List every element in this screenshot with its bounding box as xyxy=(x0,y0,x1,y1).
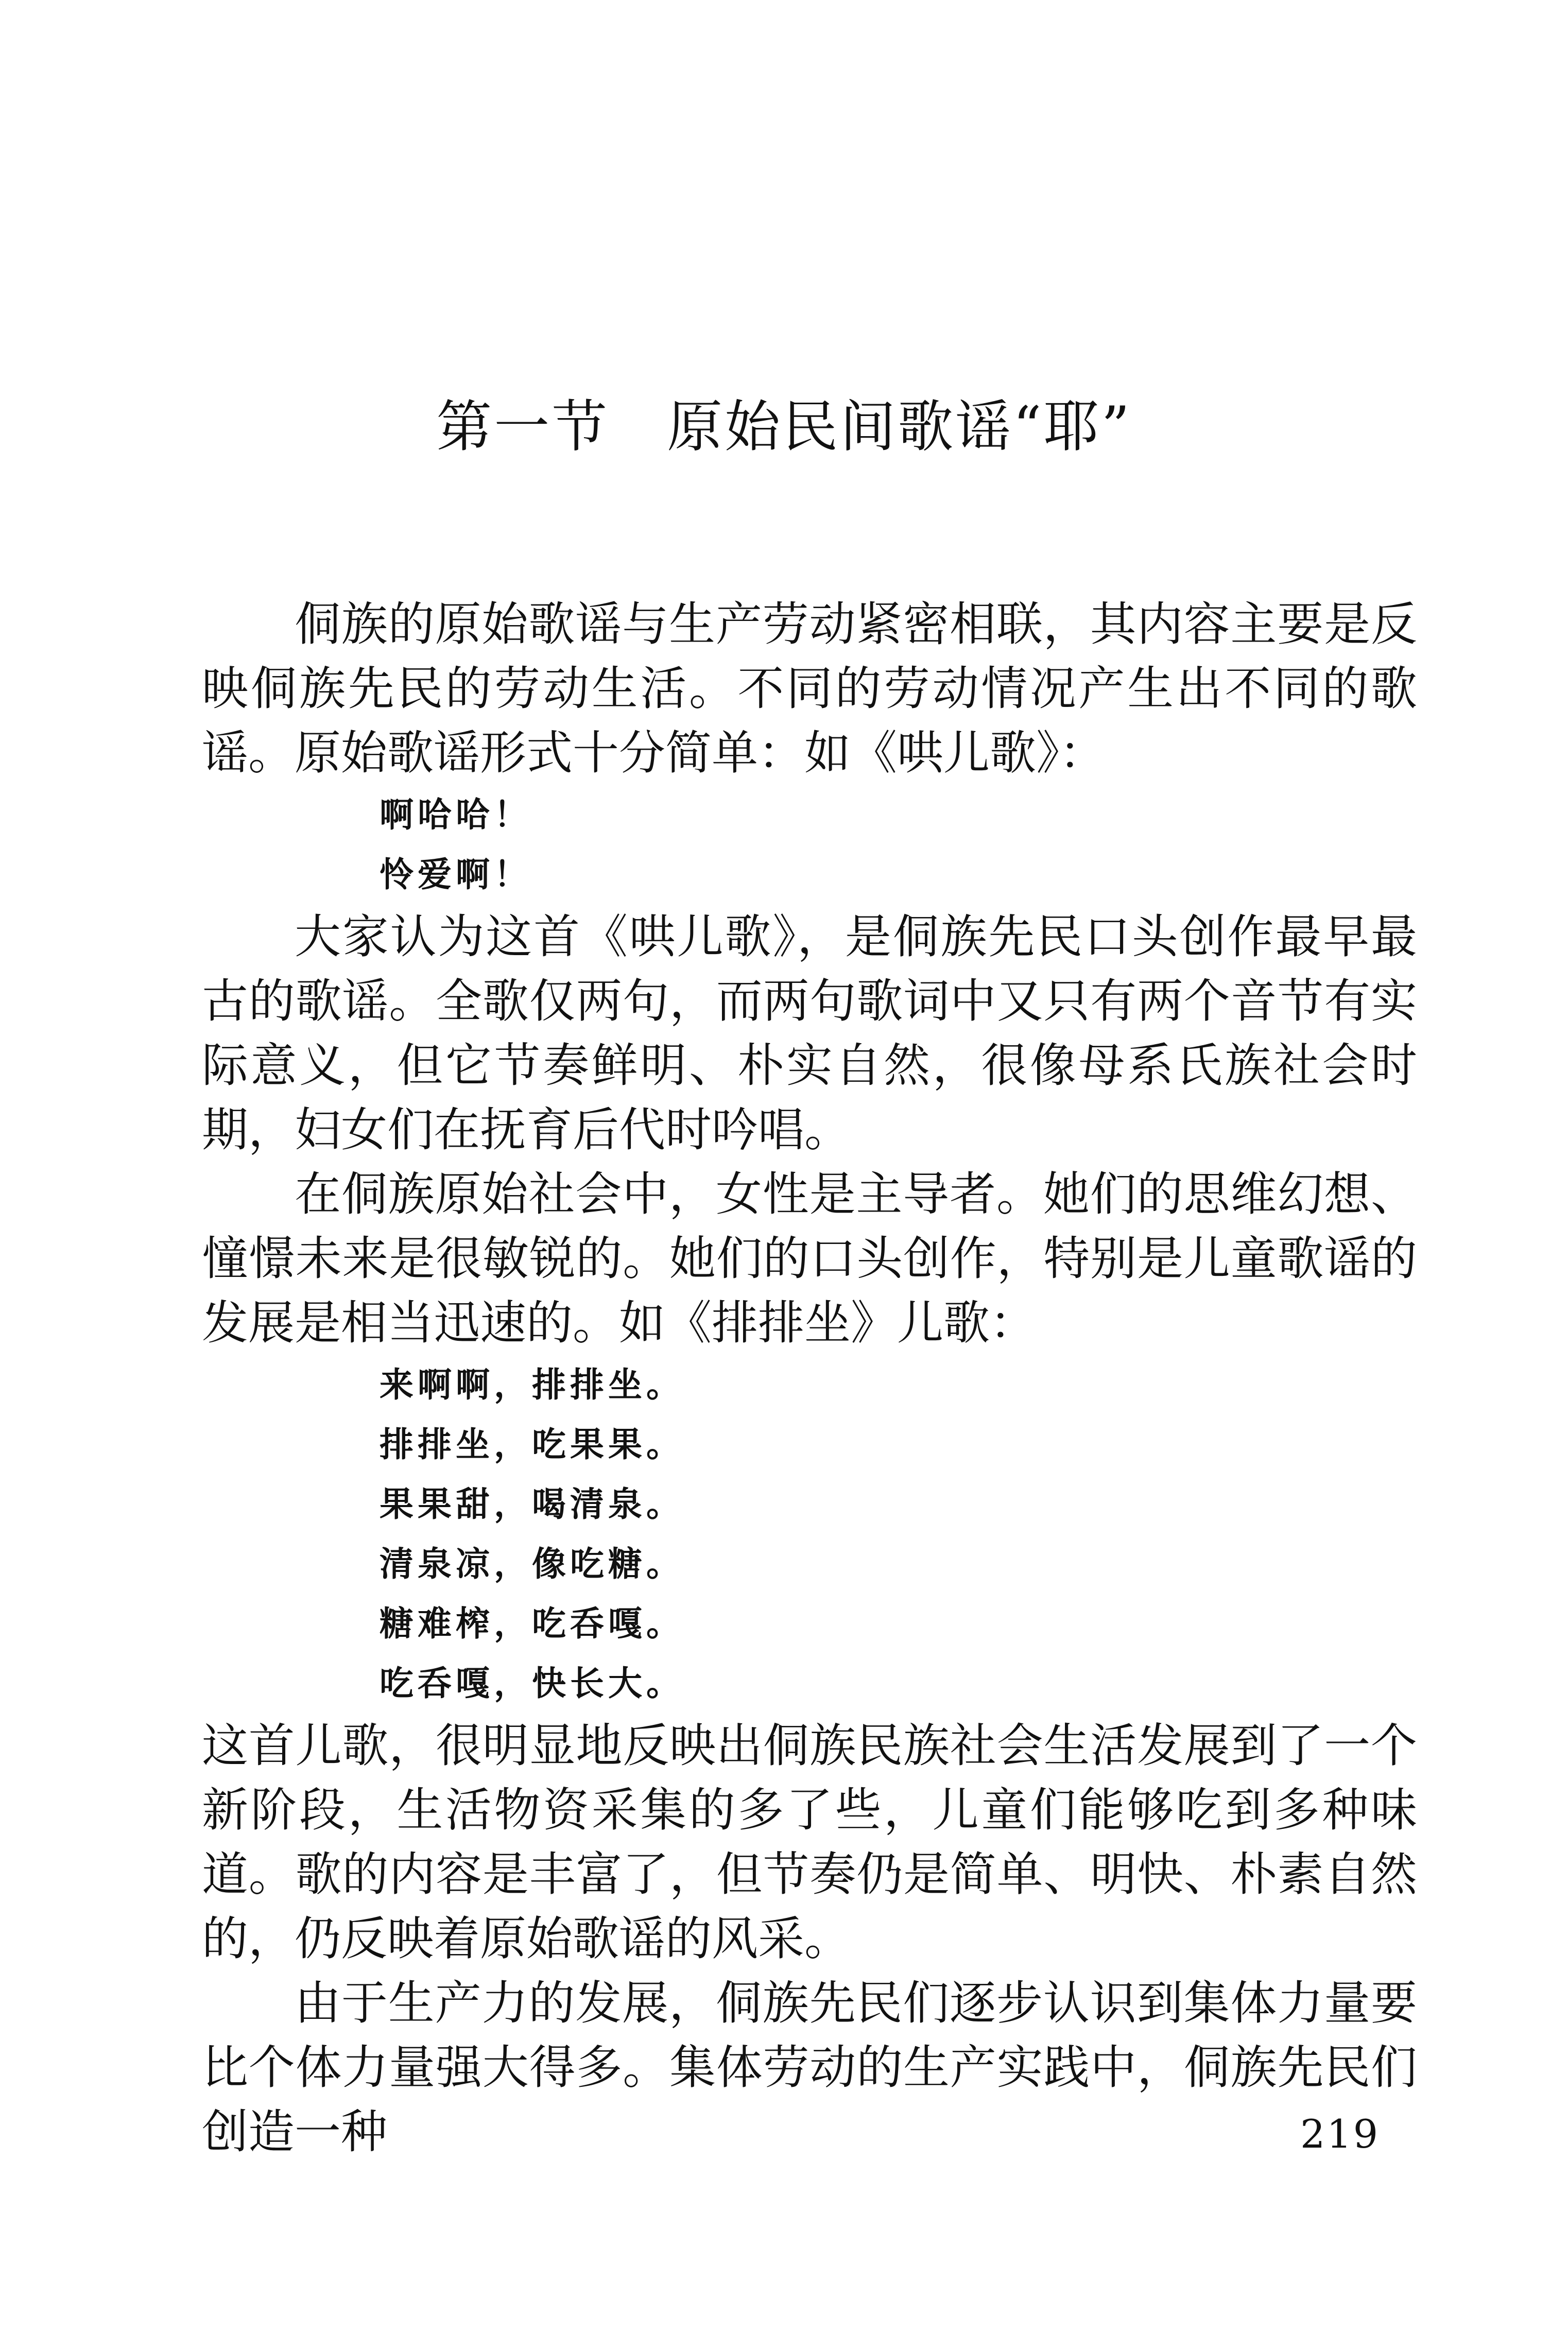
paragraph-song-analysis: 这首儿歌，很明显地反映出侗族民族社会生活发展到了一个新阶段，生活物资采集的多了些，儿童们能够吃到多种味道。歌的内容是丰富了，但节奏仍是简单、明快、朴素自然的，仍反映着原始歌谣的风采。 xyxy=(202,1719,1417,1966)
song-line: 怜爱啊！ xyxy=(380,855,532,894)
lullaby-song xyxy=(202,785,1417,905)
sit-in-a-row-song xyxy=(202,1355,1417,1714)
paragraph-intro: 侗族的原始歌谣与生产劳动紧密相联，其内容主要是反映侗族先民的劳动生活。不同的劳动情况产生出不同的歌谣。原始歌谣形式十分简单：如《哄儿歌》： xyxy=(202,597,1417,780)
song-line: 清泉凉，像吃糖。 xyxy=(380,1544,684,1584)
song-line: 糖难榨，吃呑嘎。 xyxy=(380,1604,684,1644)
song-line: 排排坐，吃果果。 xyxy=(380,1425,684,1464)
paragraph-productivity: 由于生产力的发展，侗族先民们逐步认识到集体力量要比个体力量强大得多。集体劳动的生产实践中，侗族先民们创造一种 xyxy=(202,1976,1417,2159)
song-line: 来啊啊，排排坐。 xyxy=(380,1365,684,1405)
song-line: 吃呑嘎，快长大。 xyxy=(380,1664,684,1703)
paragraph-lullaby-analysis: 大家认为这首《哄儿歌》，是侗族先民口头创作最早最古的歌谣。全歌仅两句，而两句歌词中又只有两个音节有实际意义，但它节奏鲜明、朴实自然，很像母系氏族社会时期，妇女们在抚育后代时吟唱。 xyxy=(202,910,1417,1157)
paragraph-women-creation: 在侗族原始社会中，女性是主导者。她们的思维幻想、憧憬未来是很敏锐的。她们的口头创作，特别是儿童歌谣的发展是相当迅速的。如《排排坐》儿歌： xyxy=(202,1167,1417,1350)
song-line: 啊哈哈！ xyxy=(380,795,532,835)
body-text xyxy=(202,592,1417,2164)
section-heading: 第一节 原始民间歌谣“耶” xyxy=(436,395,1132,459)
song-line: 果果甜，喝清泉。 xyxy=(380,1484,684,1524)
page-number: 219 xyxy=(1300,2111,1380,2157)
